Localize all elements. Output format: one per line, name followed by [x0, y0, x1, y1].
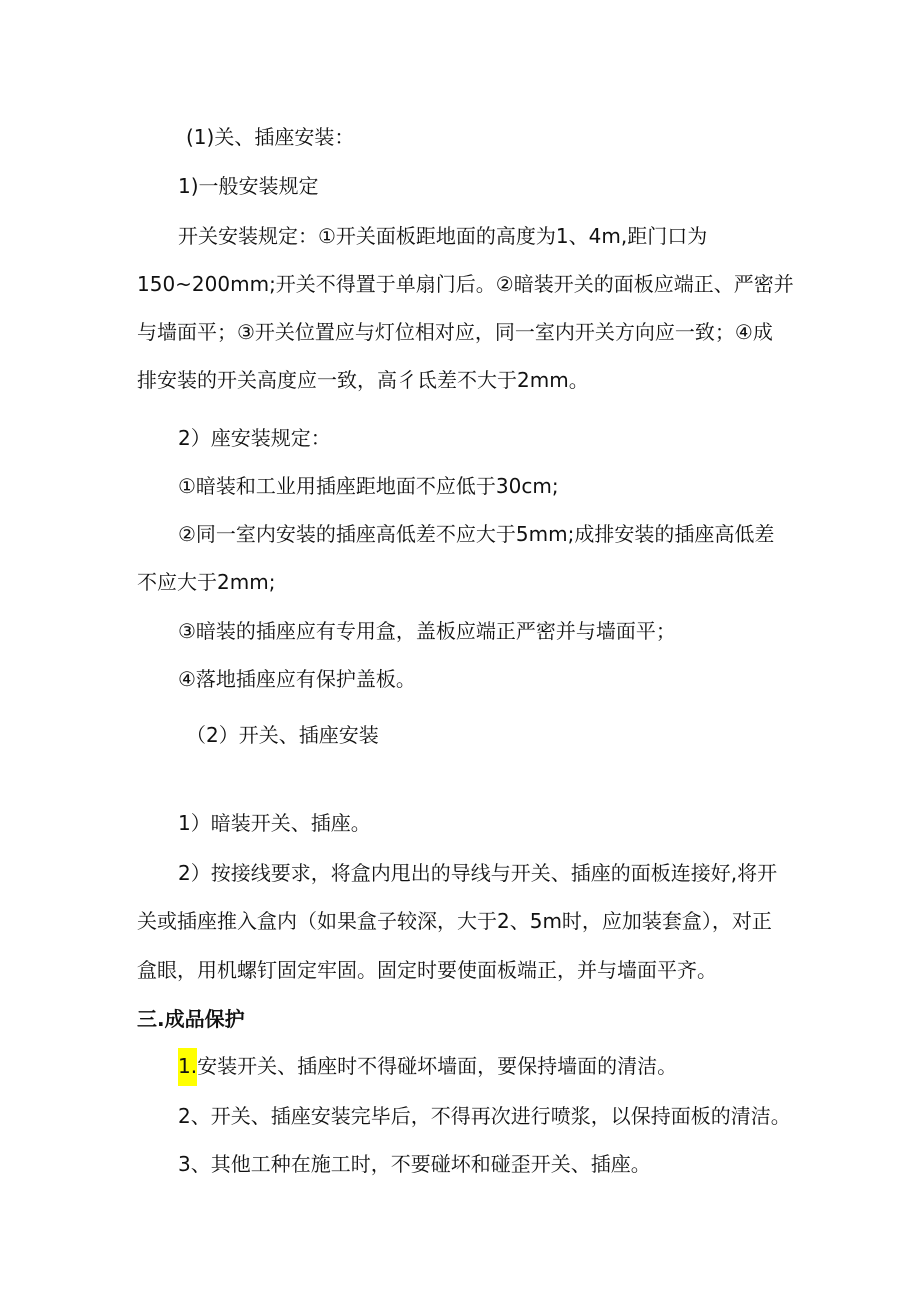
install-step-1: 1）暗装开关、插座。	[178, 811, 371, 835]
install-step-2-line-2: 关或插座推入盒内（如果盒子较深，大于2、5m时，应加装套盒），对正	[137, 909, 772, 933]
protection-item-1-text: 安装开关、插座时不得碰坏墙面，要保持墙面的清洁。	[197, 1054, 678, 1078]
install-step-2-line-3: 盒眼，用机螺钉固定牢固。固定时要使面板端正，并与墙面平齐。	[137, 958, 717, 982]
section-heading-2: （2）开关、插座安装	[186, 723, 379, 747]
install-step-2-line-1: 2）按接线要求，将盒内甩出的导线与开关、插座的面板连接好,将开	[178, 861, 778, 885]
protection-item-3: 3、其他工种在施工时，不要碰坏和碰歪开关、插座。	[178, 1152, 651, 1176]
switch-rules-line-4: 排安装的开关高度应一致，高彳氐差不大于2mm。	[137, 368, 589, 392]
socket-rule-1: ①暗装和工业用插座距地面不应低于30cm;	[178, 474, 559, 498]
socket-rule-4: ④落地插座应有保护盖板。	[178, 667, 416, 691]
subheading-general-rules: 1)一般安装规定	[178, 174, 319, 198]
socket-rule-2-cont: 不应大于2mm;	[137, 570, 276, 594]
switch-rules-line-1: 开关安装规定：①开关面板距地面的高度为1、4m,距门口为	[178, 224, 708, 248]
section-heading-1: (1)关、插座安装：	[186, 125, 355, 149]
highlighted-number: 1.	[178, 1048, 197, 1086]
socket-rule-3: ③暗装的插座应有专用盒，盖板应端正严密并与墙面平；	[178, 619, 676, 643]
protection-item-2: 2、开关、插座安装完毕后，不得再次进行喷浆，以保持面板的清洁。	[178, 1104, 791, 1128]
socket-rule-2: ②同一室内安装的插座高低差不应大于5mm;成排安装的插座高低差	[178, 522, 775, 546]
switch-rules-line-3: 与墙面平；③开关位置应与灯位相对应，同一室内开关方向应一致；④成	[137, 320, 773, 344]
subheading-socket-rules: 2）座安装规定：	[178, 426, 331, 450]
section-heading-3: 三.成品保护	[137, 1007, 245, 1031]
switch-rules-line-2: 150~200mm;开关不得置于单扇门后。②暗装开关的面板应端正、严密并	[137, 272, 794, 296]
protection-item-1	[178, 1052, 828, 1080]
